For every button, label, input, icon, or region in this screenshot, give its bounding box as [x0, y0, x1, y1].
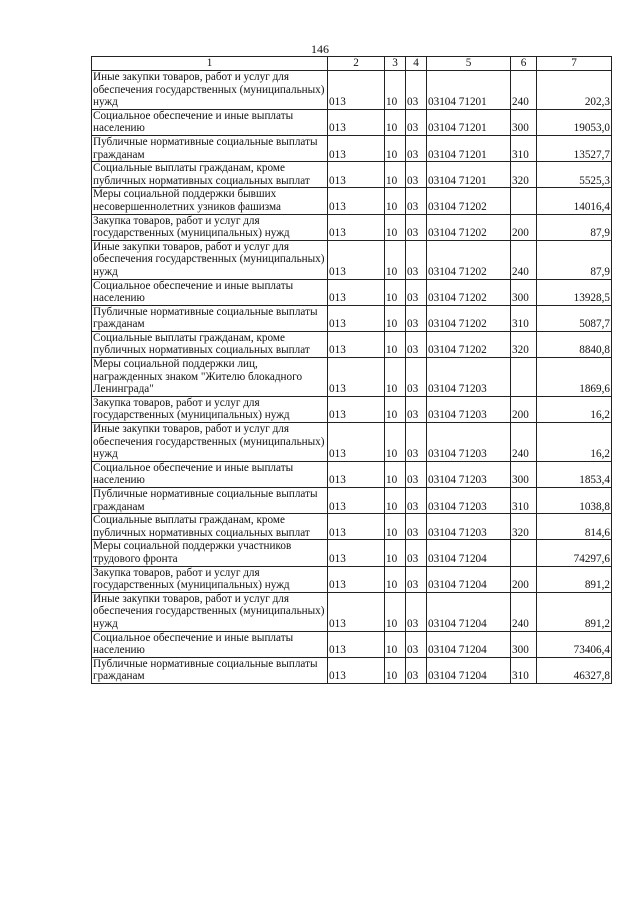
table-row	[92, 631, 612, 657]
section-code: 10	[385, 214, 406, 240]
row-description: Социальные выплаты гражданам, кроме публичных нормативных социальных выплат	[92, 514, 328, 540]
amount: 5525,3	[537, 162, 612, 188]
amount: 8840,8	[537, 331, 612, 357]
column-header: 5	[427, 57, 511, 71]
table-row	[92, 657, 612, 683]
row-description: Закупка товаров, работ и услуг для государственных (муниципальных) нужд	[92, 396, 328, 422]
expense-type-code: 310	[511, 488, 537, 514]
admin-code: 013	[328, 71, 385, 110]
subsection-code: 03	[406, 461, 427, 487]
row-description: Иные закупки товаров, работ и услуг для обеспечения государственных (муниципальных) нужд	[92, 592, 328, 631]
table-row	[92, 592, 612, 631]
admin-code: 013	[328, 657, 385, 683]
section-code: 10	[385, 423, 406, 462]
table-row	[92, 188, 612, 214]
table-row	[92, 135, 612, 161]
row-description: Иные закупки товаров, работ и услуг для обеспечения государственных (муниципальных) нужд	[92, 423, 328, 462]
expense-type-code: 320	[511, 331, 537, 357]
subsection-code: 03	[406, 188, 427, 214]
row-description: Социальное обеспечение и иные выплаты населению	[92, 109, 328, 135]
section-code: 10	[385, 305, 406, 331]
amount: 87,9	[537, 214, 612, 240]
expense-type-code: 240	[511, 423, 537, 462]
admin-code: 013	[328, 461, 385, 487]
section-code: 10	[385, 279, 406, 305]
expense-type-code: 320	[511, 162, 537, 188]
subsection-code: 03	[406, 71, 427, 110]
row-description: Меры социальной поддержки участников трудового фронта	[92, 540, 328, 566]
column-header: 3	[385, 57, 406, 71]
amount: 16,2	[537, 423, 612, 462]
subsection-code: 03	[406, 540, 427, 566]
row-description: Публичные нормативные социальные выплаты гражданам	[92, 135, 328, 161]
amount: 87,9	[537, 240, 612, 279]
subsection-code: 03	[406, 631, 427, 657]
table-row	[92, 240, 612, 279]
table-row	[92, 71, 612, 110]
admin-code: 013	[328, 358, 385, 397]
table-row	[92, 514, 612, 540]
subsection-code: 03	[406, 305, 427, 331]
table-header-row	[92, 57, 612, 71]
column-header: 2	[328, 57, 385, 71]
target-article-code: 03104 71202	[427, 331, 511, 357]
section-code: 10	[385, 592, 406, 631]
target-article-code: 03104 71203	[427, 488, 511, 514]
target-article-code: 03104 71204	[427, 592, 511, 631]
subsection-code: 03	[406, 396, 427, 422]
subsection-code: 03	[406, 240, 427, 279]
expense-type-code: 310	[511, 135, 537, 161]
subsection-code: 03	[406, 423, 427, 462]
subsection-code: 03	[406, 279, 427, 305]
admin-code: 013	[328, 396, 385, 422]
subsection-code: 03	[406, 135, 427, 161]
amount: 5087,7	[537, 305, 612, 331]
target-article-code: 03104 71202	[427, 214, 511, 240]
column-header: 6	[511, 57, 537, 71]
amount: 13527,7	[537, 135, 612, 161]
amount: 16,2	[537, 396, 612, 422]
table-row	[92, 540, 612, 566]
table-row	[92, 566, 612, 592]
target-article-code: 03104 71203	[427, 423, 511, 462]
admin-code: 013	[328, 214, 385, 240]
section-code: 10	[385, 631, 406, 657]
target-article-code: 03104 71201	[427, 71, 511, 110]
amount: 74297,6	[537, 540, 612, 566]
row-description: Социальное обеспечение и иные выплаты населению	[92, 631, 328, 657]
table-row	[92, 279, 612, 305]
expense-type-code: 300	[511, 631, 537, 657]
table-row	[92, 331, 612, 357]
admin-code: 013	[328, 540, 385, 566]
subsection-code: 03	[406, 214, 427, 240]
page-number: 146	[311, 42, 329, 56]
table-row	[92, 162, 612, 188]
admin-code: 013	[328, 279, 385, 305]
subsection-code: 03	[406, 514, 427, 540]
expense-type-code	[511, 188, 537, 214]
amount: 814,6	[537, 514, 612, 540]
expense-type-code: 200	[511, 566, 537, 592]
expense-type-code: 240	[511, 71, 537, 110]
subsection-code: 03	[406, 488, 427, 514]
row-description: Меры социальной поддержки бывших несовершеннолетних узников фашизма	[92, 188, 328, 214]
section-code: 10	[385, 331, 406, 357]
subsection-code: 03	[406, 592, 427, 631]
row-description: Публичные нормативные социальные выплаты гражданам	[92, 488, 328, 514]
target-article-code: 03104 71201	[427, 109, 511, 135]
table-row	[92, 358, 612, 397]
subsection-code: 03	[406, 657, 427, 683]
amount: 891,2	[537, 566, 612, 592]
amount: 14016,4	[537, 188, 612, 214]
target-article-code: 03104 71202	[427, 240, 511, 279]
expense-type-code: 300	[511, 109, 537, 135]
column-header: 1	[92, 57, 328, 71]
subsection-code: 03	[406, 162, 427, 188]
row-description: Закупка товаров, работ и услуг для государственных (муниципальных) нужд	[92, 214, 328, 240]
expense-type-code: 200	[511, 214, 537, 240]
admin-code: 013	[328, 188, 385, 214]
table-row	[92, 214, 612, 240]
admin-code: 013	[328, 592, 385, 631]
row-description: Социальное обеспечение и иные выплаты населению	[92, 279, 328, 305]
amount: 73406,4	[537, 631, 612, 657]
subsection-code: 03	[406, 331, 427, 357]
expense-type-code	[511, 358, 537, 397]
row-description: Социальные выплаты гражданам, кроме публичных нормативных социальных выплат	[92, 162, 328, 188]
expense-type-code: 200	[511, 396, 537, 422]
table-row	[92, 396, 612, 422]
target-article-code: 03104 71204	[427, 631, 511, 657]
table-row	[92, 109, 612, 135]
admin-code: 013	[328, 514, 385, 540]
expense-type-code: 310	[511, 657, 537, 683]
expense-type-code: 240	[511, 592, 537, 631]
target-article-code: 03104 71202	[427, 279, 511, 305]
target-article-code: 03104 71204	[427, 566, 511, 592]
table-row	[92, 461, 612, 487]
amount: 13928,5	[537, 279, 612, 305]
section-code: 10	[385, 566, 406, 592]
target-article-code: 03104 71204	[427, 540, 511, 566]
admin-code: 013	[328, 631, 385, 657]
table-row	[92, 423, 612, 462]
subsection-code: 03	[406, 566, 427, 592]
expense-type-code: 240	[511, 240, 537, 279]
row-description: Социальное обеспечение и иные выплаты населению	[92, 461, 328, 487]
amount: 891,2	[537, 592, 612, 631]
section-code: 10	[385, 514, 406, 540]
section-code: 10	[385, 188, 406, 214]
admin-code: 013	[328, 162, 385, 188]
row-description: Иные закупки товаров, работ и услуг для обеспечения государственных (муниципальных) нужд	[92, 240, 328, 279]
section-code: 10	[385, 488, 406, 514]
table-row	[92, 488, 612, 514]
amount: 1853,4	[537, 461, 612, 487]
column-header: 7	[537, 57, 612, 71]
target-article-code: 03104 71202	[427, 188, 511, 214]
section-code: 10	[385, 657, 406, 683]
section-code: 10	[385, 71, 406, 110]
target-article-code: 03104 71203	[427, 461, 511, 487]
admin-code: 013	[328, 240, 385, 279]
amount: 202,3	[537, 71, 612, 110]
section-code: 10	[385, 109, 406, 135]
target-article-code: 03104 71203	[427, 514, 511, 540]
target-article-code: 03104 71203	[427, 396, 511, 422]
column-header: 4	[406, 57, 427, 71]
section-code: 10	[385, 240, 406, 279]
row-description: Социальные выплаты гражданам, кроме публичных нормативных социальных выплат	[92, 331, 328, 357]
amount: 1869,6	[537, 358, 612, 397]
admin-code: 013	[328, 423, 385, 462]
target-article-code: 03104 71201	[427, 135, 511, 161]
row-description: Публичные нормативные социальные выплаты гражданам	[92, 657, 328, 683]
budget-table	[91, 56, 612, 684]
expense-type-code	[511, 540, 537, 566]
admin-code: 013	[328, 488, 385, 514]
admin-code: 013	[328, 109, 385, 135]
row-description: Закупка товаров, работ и услуг для государственных (муниципальных) нужд	[92, 566, 328, 592]
admin-code: 013	[328, 135, 385, 161]
section-code: 10	[385, 461, 406, 487]
target-article-code: 03104 71202	[427, 305, 511, 331]
subsection-code: 03	[406, 358, 427, 397]
expense-type-code: 320	[511, 514, 537, 540]
section-code: 10	[385, 540, 406, 566]
expense-type-code: 310	[511, 305, 537, 331]
admin-code: 013	[328, 305, 385, 331]
subsection-code: 03	[406, 109, 427, 135]
section-code: 10	[385, 396, 406, 422]
table-row	[92, 305, 612, 331]
section-code: 10	[385, 162, 406, 188]
section-code: 10	[385, 135, 406, 161]
target-article-code: 03104 71203	[427, 358, 511, 397]
admin-code: 013	[328, 331, 385, 357]
expense-type-code: 300	[511, 461, 537, 487]
row-description: Публичные нормативные социальные выплаты гражданам	[92, 305, 328, 331]
row-description: Меры социальной поддержки лиц, награжденных знаком "Жителю блокадного Ленинграда"	[92, 358, 328, 397]
amount: 19053,0	[537, 109, 612, 135]
expense-type-code: 300	[511, 279, 537, 305]
row-description: Иные закупки товаров, работ и услуг для обеспечения государственных (муниципальных) нужд	[92, 71, 328, 110]
table-body	[92, 71, 612, 684]
amount: 1038,8	[537, 488, 612, 514]
target-article-code: 03104 71204	[427, 657, 511, 683]
section-code: 10	[385, 358, 406, 397]
amount: 46327,8	[537, 657, 612, 683]
target-article-code: 03104 71201	[427, 162, 511, 188]
admin-code: 013	[328, 566, 385, 592]
